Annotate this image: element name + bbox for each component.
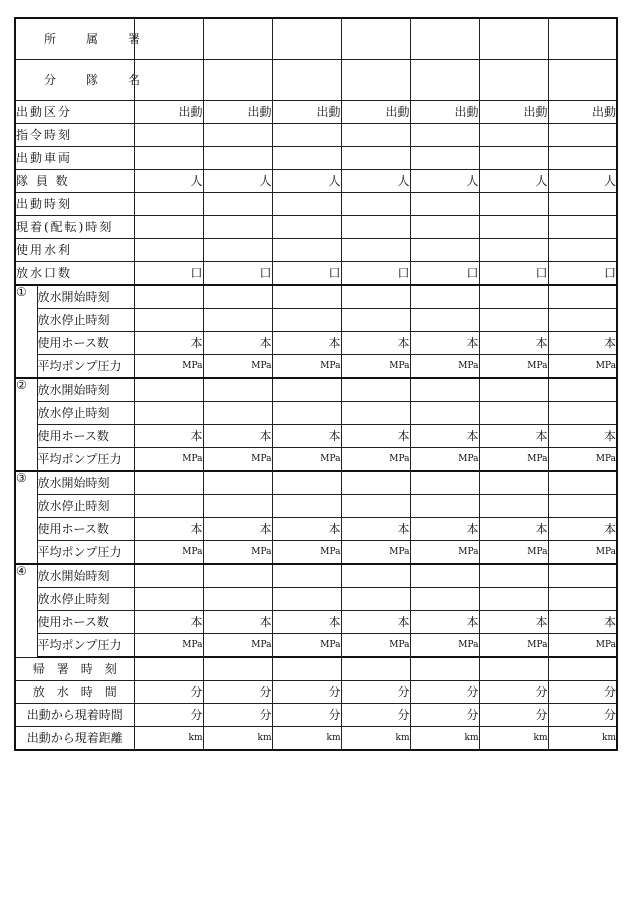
data-entry-cell[interactable]: 本 <box>341 611 410 634</box>
data-entry-cell[interactable]: MPa <box>272 541 341 565</box>
data-entry-cell[interactable]: 本 <box>203 332 272 355</box>
form-row <box>15 170 617 193</box>
row-label: 放水停止時刻 <box>37 588 134 611</box>
form-row <box>15 495 617 518</box>
data-entry-cell[interactable] <box>203 588 272 611</box>
data-entry-cell[interactable]: 口 <box>134 262 203 286</box>
data-entry-cell[interactable] <box>134 402 203 425</box>
data-entry-cell[interactable]: MPa <box>410 355 479 379</box>
form-row <box>15 262 617 286</box>
data-entry-cell[interactable]: MPa <box>341 634 410 658</box>
data-entry-cell[interactable]: km <box>203 727 272 751</box>
fire-dispatch-record-form <box>14 17 618 751</box>
data-entry-cell[interactable] <box>548 193 617 216</box>
data-entry-cell[interactable]: km <box>134 727 203 751</box>
data-entry-cell[interactable] <box>203 657 272 681</box>
data-entry-cell[interactable] <box>479 564 548 588</box>
data-entry-cell[interactable]: 本 <box>203 518 272 541</box>
data-entry-cell[interactable] <box>479 378 548 402</box>
row-label: 放水開始時刻 <box>37 471 134 495</box>
data-entry-cell[interactable]: MPa <box>548 355 617 379</box>
data-entry-cell[interactable]: 人 <box>479 170 548 193</box>
data-entry-cell[interactable] <box>134 239 203 262</box>
data-entry-cell[interactable] <box>410 60 479 101</box>
form-row <box>15 471 617 495</box>
data-entry-cell[interactable]: MPa <box>479 355 548 379</box>
data-entry-cell[interactable]: 本 <box>410 425 479 448</box>
data-entry-cell[interactable] <box>548 60 617 101</box>
data-entry-cell[interactable]: 本 <box>410 611 479 634</box>
data-entry-cell[interactable]: 口 <box>548 262 617 286</box>
data-entry-cell[interactable] <box>548 124 617 147</box>
data-entry-cell[interactable] <box>479 588 548 611</box>
data-entry-cell[interactable] <box>203 193 272 216</box>
data-entry-cell[interactable]: 出動 <box>341 101 410 124</box>
data-entry-cell[interactable]: MPa <box>548 448 617 472</box>
form-row <box>15 657 617 681</box>
data-entry-cell[interactable]: 本 <box>272 332 341 355</box>
data-entry-cell[interactable] <box>410 239 479 262</box>
data-entry-cell[interactable] <box>341 18 410 60</box>
data-entry-cell[interactable]: 本 <box>410 518 479 541</box>
row-label: 出動から現着時間 <box>15 704 134 727</box>
form-row <box>15 541 617 565</box>
row-label: 放水停止時刻 <box>37 402 134 425</box>
data-entry-cell[interactable] <box>410 285 479 309</box>
row-label: 平均ポンプ圧力 <box>37 355 134 379</box>
data-entry-cell[interactable] <box>479 147 548 170</box>
data-entry-cell[interactable] <box>410 309 479 332</box>
data-entry-cell[interactable]: 口 <box>410 262 479 286</box>
data-entry-cell[interactable] <box>203 60 272 101</box>
data-entry-cell[interactable] <box>272 147 341 170</box>
form-row <box>15 378 617 402</box>
data-entry-cell[interactable] <box>410 657 479 681</box>
data-entry-cell[interactable] <box>410 193 479 216</box>
data-entry-cell[interactable] <box>479 216 548 239</box>
data-entry-cell[interactable]: 分 <box>341 681 410 704</box>
data-entry-cell[interactable]: 本 <box>272 611 341 634</box>
data-entry-cell[interactable] <box>341 657 410 681</box>
form-row <box>15 448 617 472</box>
data-entry-cell[interactable]: km <box>548 727 617 751</box>
data-entry-cell[interactable] <box>272 216 341 239</box>
data-entry-cell[interactable]: 分 <box>341 704 410 727</box>
group-number-marker: ④ <box>15 564 37 657</box>
data-entry-cell[interactable] <box>203 564 272 588</box>
data-entry-cell[interactable] <box>548 378 617 402</box>
data-entry-cell[interactable]: 出動 <box>479 101 548 124</box>
data-entry-cell[interactable]: 本 <box>341 518 410 541</box>
row-label: 平均ポンプ圧力 <box>37 634 134 658</box>
row-label: 平均ポンプ圧力 <box>37 448 134 472</box>
form-row <box>15 101 617 124</box>
data-entry-cell[interactable]: 出動 <box>134 101 203 124</box>
data-entry-cell[interactable]: 人 <box>272 170 341 193</box>
data-entry-cell[interactable]: MPa <box>341 355 410 379</box>
data-entry-cell[interactable]: 分 <box>479 704 548 727</box>
data-entry-cell[interactable] <box>134 588 203 611</box>
data-entry-cell[interactable] <box>272 239 341 262</box>
data-entry-cell[interactable] <box>134 564 203 588</box>
data-entry-cell[interactable]: 本 <box>410 332 479 355</box>
data-entry-cell[interactable]: MPa <box>272 634 341 658</box>
form-row <box>15 216 617 239</box>
data-entry-cell[interactable] <box>410 564 479 588</box>
data-entry-cell[interactable]: MPa <box>203 541 272 565</box>
data-entry-cell[interactable] <box>341 285 410 309</box>
data-entry-cell[interactable] <box>272 495 341 518</box>
data-entry-cell[interactable] <box>548 216 617 239</box>
row-label: 放 水 時 間 <box>15 681 134 704</box>
data-entry-cell[interactable] <box>341 193 410 216</box>
form-row <box>15 402 617 425</box>
data-entry-cell[interactable] <box>479 193 548 216</box>
data-entry-cell[interactable] <box>203 216 272 239</box>
data-entry-cell[interactable] <box>341 564 410 588</box>
form-row <box>15 309 617 332</box>
data-entry-cell[interactable]: MPa <box>272 448 341 472</box>
data-entry-cell[interactable] <box>134 495 203 518</box>
data-entry-cell[interactable]: 出動 <box>410 101 479 124</box>
data-entry-cell[interactable]: km <box>410 727 479 751</box>
form-row <box>15 425 617 448</box>
data-entry-cell[interactable]: 分 <box>548 704 617 727</box>
data-entry-cell[interactable]: km <box>479 727 548 751</box>
data-entry-cell[interactable] <box>272 124 341 147</box>
form-row <box>15 611 617 634</box>
data-entry-cell[interactable] <box>134 657 203 681</box>
row-label: 放水開始時刻 <box>37 285 134 309</box>
data-entry-cell[interactable]: MPa <box>341 541 410 565</box>
data-entry-cell[interactable]: MPa <box>134 355 203 379</box>
data-entry-cell[interactable]: 分 <box>134 681 203 704</box>
row-label: 出動から現着距離 <box>15 727 134 751</box>
data-entry-cell[interactable] <box>410 147 479 170</box>
form-row <box>15 147 617 170</box>
data-entry-cell[interactable]: MPa <box>479 634 548 658</box>
data-entry-cell[interactable]: 人 <box>134 170 203 193</box>
form-row <box>15 355 617 379</box>
data-entry-cell[interactable] <box>272 564 341 588</box>
data-entry-cell[interactable] <box>548 239 617 262</box>
data-entry-cell[interactable] <box>203 471 272 495</box>
data-entry-cell[interactable] <box>203 239 272 262</box>
data-entry-cell[interactable]: MPa <box>548 634 617 658</box>
form-row <box>15 564 617 588</box>
data-entry-cell[interactable]: 人 <box>410 170 479 193</box>
data-entry-cell[interactable]: 本 <box>341 425 410 448</box>
data-entry-cell[interactable] <box>134 193 203 216</box>
form-row <box>15 18 617 60</box>
data-entry-cell[interactable] <box>479 18 548 60</box>
data-entry-cell[interactable] <box>272 402 341 425</box>
data-entry-cell[interactable]: 本 <box>272 425 341 448</box>
data-entry-cell[interactable]: MPa <box>341 448 410 472</box>
row-label: 放水停止時刻 <box>37 495 134 518</box>
data-entry-cell[interactable] <box>134 285 203 309</box>
data-entry-cell[interactable] <box>134 378 203 402</box>
data-entry-cell[interactable]: 本 <box>548 425 617 448</box>
form-row <box>15 727 617 751</box>
row-label: 出動時刻 <box>15 193 134 216</box>
form-row <box>15 518 617 541</box>
group-number-marker: ③ <box>15 471 37 564</box>
data-entry-cell[interactable] <box>272 588 341 611</box>
data-entry-cell[interactable]: 本 <box>479 518 548 541</box>
row-label: 放水開始時刻 <box>37 564 134 588</box>
data-entry-cell[interactable] <box>410 124 479 147</box>
data-entry-cell[interactable]: 出動 <box>548 101 617 124</box>
data-entry-cell[interactable]: 本 <box>134 425 203 448</box>
data-entry-cell[interactable]: MPa <box>134 634 203 658</box>
data-entry-cell[interactable] <box>341 402 410 425</box>
data-entry-cell[interactable]: 分 <box>272 681 341 704</box>
data-entry-cell[interactable] <box>548 471 617 495</box>
data-entry-cell[interactable] <box>479 285 548 309</box>
data-entry-cell[interactable]: 本 <box>479 425 548 448</box>
row-label: 放水口数 <box>15 262 134 286</box>
data-entry-cell[interactable] <box>410 588 479 611</box>
row-label: 出動車両 <box>15 147 134 170</box>
data-entry-cell[interactable]: 分 <box>548 681 617 704</box>
group-number-marker: ① <box>15 285 37 378</box>
form-row <box>15 285 617 309</box>
data-entry-cell[interactable] <box>134 124 203 147</box>
data-entry-cell[interactable] <box>548 147 617 170</box>
data-entry-cell[interactable]: MPa <box>134 541 203 565</box>
data-entry-cell[interactable]: 出動 <box>203 101 272 124</box>
form-row <box>15 634 617 658</box>
group-number-marker: ② <box>15 378 37 471</box>
row-label: 現着(配転)時刻 <box>15 216 134 239</box>
data-entry-cell[interactable] <box>410 495 479 518</box>
data-entry-cell[interactable]: 本 <box>134 611 203 634</box>
data-entry-cell[interactable] <box>272 657 341 681</box>
data-entry-cell[interactable]: 本 <box>341 332 410 355</box>
data-entry-cell[interactable] <box>410 216 479 239</box>
row-label: 指令時刻 <box>15 124 134 147</box>
data-entry-cell[interactable]: 本 <box>203 425 272 448</box>
data-entry-cell[interactable] <box>341 124 410 147</box>
data-entry-cell[interactable] <box>203 309 272 332</box>
data-entry-cell[interactable] <box>341 588 410 611</box>
form-row <box>15 588 617 611</box>
data-entry-cell[interactable] <box>203 124 272 147</box>
data-entry-cell[interactable]: 口 <box>341 262 410 286</box>
row-label: 放水開始時刻 <box>37 378 134 402</box>
data-entry-cell[interactable] <box>272 60 341 101</box>
data-entry-cell[interactable] <box>203 18 272 60</box>
data-entry-cell[interactable]: km <box>272 727 341 751</box>
data-entry-cell[interactable] <box>479 60 548 101</box>
data-entry-cell[interactable] <box>548 564 617 588</box>
data-entry-cell[interactable] <box>548 285 617 309</box>
form-row <box>15 239 617 262</box>
data-entry-cell[interactable] <box>341 309 410 332</box>
data-entry-cell[interactable] <box>134 309 203 332</box>
data-entry-cell[interactable] <box>548 402 617 425</box>
data-entry-cell[interactable]: 人 <box>548 170 617 193</box>
form-row <box>15 704 617 727</box>
row-label: 使用ホース数 <box>37 611 134 634</box>
data-entry-cell[interactable]: 本 <box>479 332 548 355</box>
data-entry-cell[interactable] <box>203 495 272 518</box>
data-entry-cell[interactable] <box>203 378 272 402</box>
data-entry-cell[interactable]: MPa <box>548 541 617 565</box>
data-entry-cell[interactable]: 本 <box>134 518 203 541</box>
data-entry-cell[interactable]: MPa <box>479 448 548 472</box>
data-entry-cell[interactable]: km <box>341 727 410 751</box>
data-entry-cell[interactable]: 分 <box>410 704 479 727</box>
data-entry-cell[interactable]: MPa <box>479 541 548 565</box>
data-entry-cell[interactable] <box>479 495 548 518</box>
data-entry-cell[interactable] <box>134 147 203 170</box>
data-entry-cell[interactable]: MPa <box>203 634 272 658</box>
data-entry-cell[interactable] <box>341 495 410 518</box>
data-entry-cell[interactable] <box>479 309 548 332</box>
row-label: 使用ホース数 <box>37 332 134 355</box>
form-row <box>15 124 617 147</box>
data-entry-cell[interactable]: 本 <box>272 518 341 541</box>
form-row <box>15 60 617 101</box>
data-entry-cell[interactable] <box>479 124 548 147</box>
data-entry-cell[interactable] <box>134 471 203 495</box>
data-entry-cell[interactable] <box>479 239 548 262</box>
data-entry-cell[interactable] <box>548 657 617 681</box>
row-label: 使用ホース数 <box>37 518 134 541</box>
data-entry-cell[interactable]: MPa <box>410 541 479 565</box>
data-entry-cell[interactable]: 本 <box>134 332 203 355</box>
data-entry-cell[interactable]: 口 <box>479 262 548 286</box>
row-label: 分 隊 名 <box>15 60 134 101</box>
data-entry-cell[interactable] <box>410 402 479 425</box>
data-entry-cell[interactable] <box>479 657 548 681</box>
data-entry-cell[interactable]: MPa <box>272 355 341 379</box>
data-entry-cell[interactable]: 人 <box>341 170 410 193</box>
data-entry-cell[interactable]: 人 <box>203 170 272 193</box>
data-entry-cell[interactable] <box>548 588 617 611</box>
data-entry-cell[interactable]: MPa <box>410 448 479 472</box>
data-entry-cell[interactable] <box>203 285 272 309</box>
data-entry-cell[interactable]: 本 <box>203 611 272 634</box>
data-entry-cell[interactable]: 口 <box>203 262 272 286</box>
data-entry-cell[interactable]: 分 <box>134 704 203 727</box>
data-entry-cell[interactable]: 本 <box>548 332 617 355</box>
data-entry-cell[interactable]: 本 <box>479 611 548 634</box>
data-entry-cell[interactable] <box>341 147 410 170</box>
row-label: 帰 署 時 刻 <box>15 657 134 681</box>
data-entry-cell[interactable]: MPa <box>134 448 203 472</box>
form-row <box>15 681 617 704</box>
data-entry-cell[interactable] <box>341 239 410 262</box>
data-entry-cell[interactable] <box>341 60 410 101</box>
data-entry-cell[interactable] <box>548 495 617 518</box>
data-entry-cell[interactable] <box>410 378 479 402</box>
data-entry-cell[interactable]: 出動 <box>272 101 341 124</box>
data-entry-cell[interactable]: 分 <box>203 681 272 704</box>
data-entry-cell[interactable] <box>341 471 410 495</box>
data-entry-cell[interactable] <box>272 193 341 216</box>
data-entry-cell[interactable]: 分 <box>410 681 479 704</box>
data-entry-cell[interactable] <box>203 402 272 425</box>
data-entry-cell[interactable]: 分 <box>272 704 341 727</box>
data-entry-cell[interactable] <box>548 309 617 332</box>
data-entry-cell[interactable]: MPa <box>410 634 479 658</box>
data-entry-cell[interactable] <box>203 147 272 170</box>
data-entry-cell[interactable] <box>272 309 341 332</box>
data-entry-cell[interactable]: MPa <box>203 448 272 472</box>
data-entry-cell[interactable] <box>341 216 410 239</box>
row-label: 隊 員 数 <box>15 170 134 193</box>
data-entry-cell[interactable] <box>479 402 548 425</box>
row-label: 出動区分 <box>15 101 134 124</box>
row-label: 使用ホース数 <box>37 425 134 448</box>
row-label: 使用水利 <box>15 239 134 262</box>
data-entry-cell[interactable]: MPa <box>203 355 272 379</box>
data-entry-cell[interactable]: 口 <box>272 262 341 286</box>
data-entry-cell[interactable] <box>548 18 617 60</box>
data-entry-cell[interactable] <box>272 471 341 495</box>
data-entry-cell[interactable] <box>341 378 410 402</box>
data-entry-cell[interactable] <box>272 285 341 309</box>
data-entry-cell[interactable]: 分 <box>479 681 548 704</box>
data-entry-cell[interactable] <box>410 18 479 60</box>
row-label: 放水停止時刻 <box>37 309 134 332</box>
data-entry-cell[interactable] <box>134 216 203 239</box>
data-entry-cell[interactable] <box>410 471 479 495</box>
form-row <box>15 193 617 216</box>
data-entry-cell[interactable]: 分 <box>203 704 272 727</box>
data-entry-cell[interactable] <box>272 378 341 402</box>
row-label: 平均ポンプ圧力 <box>37 541 134 565</box>
data-entry-cell[interactable] <box>479 471 548 495</box>
data-entry-cell[interactable]: 本 <box>548 518 617 541</box>
data-entry-cell[interactable]: 本 <box>548 611 617 634</box>
row-label: 所 属 署 <box>15 18 134 60</box>
form-row <box>15 332 617 355</box>
data-entry-cell[interactable] <box>272 18 341 60</box>
